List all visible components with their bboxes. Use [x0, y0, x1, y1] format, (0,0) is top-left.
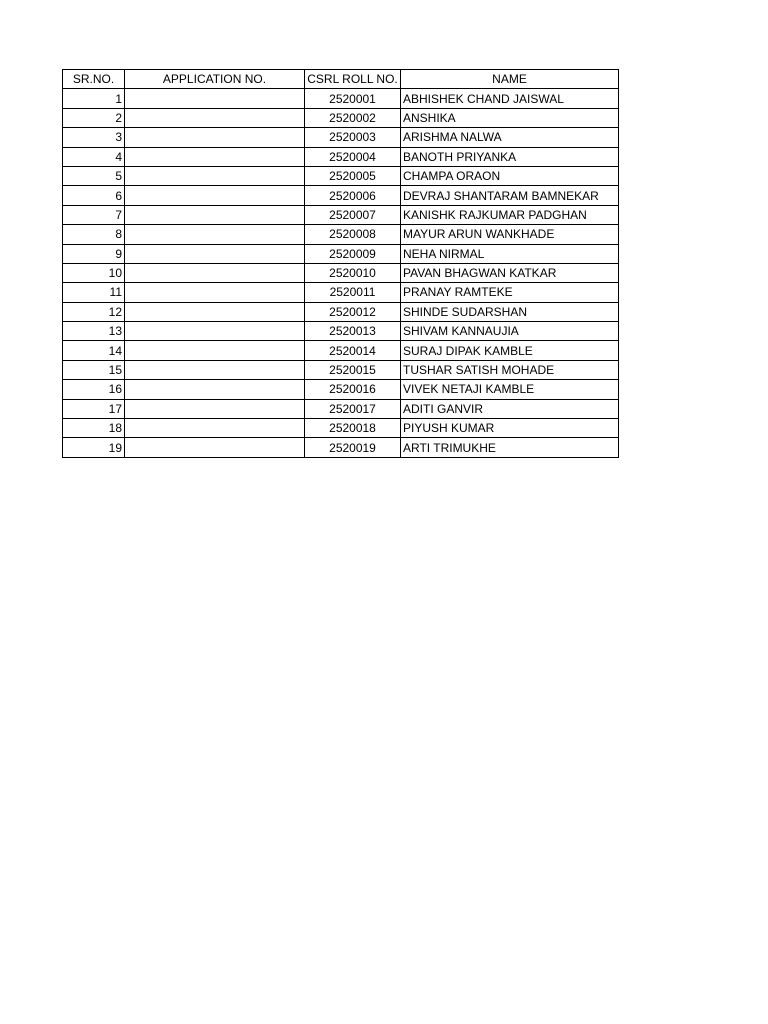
application-no-cell [125, 322, 305, 341]
table-header [63, 70, 619, 89]
header-sr-no: SR.NO. [63, 70, 125, 89]
csrl-roll-no-cell: 2520014 [305, 341, 401, 360]
csrl-roll-no-cell: 2520019 [305, 438, 401, 457]
table-row [63, 399, 619, 418]
application-no-cell [125, 166, 305, 185]
application-no-cell [125, 283, 305, 302]
sr-no-cell: 15 [63, 360, 125, 379]
csrl-roll-no-cell: 2520003 [305, 128, 401, 147]
sr-no-cell: 6 [63, 186, 125, 205]
name-cell: ADITI GANVIR [401, 399, 619, 418]
sr-no-cell: 13 [63, 322, 125, 341]
header-application-no: APPLICATION NO. [125, 70, 305, 89]
table-row [63, 360, 619, 379]
application-no-cell [125, 360, 305, 379]
name-cell: PIYUSH KUMAR [401, 419, 619, 438]
csrl-roll-no-cell: 2520006 [305, 186, 401, 205]
table-row [63, 166, 619, 185]
table-row [63, 225, 619, 244]
table-row [63, 108, 619, 127]
sr-no-cell: 3 [63, 128, 125, 147]
table-row [63, 205, 619, 224]
name-cell: SHINDE SUDARSHAN [401, 302, 619, 321]
application-no-cell [125, 205, 305, 224]
roll-list-table [62, 69, 619, 458]
sr-no-cell: 1 [63, 89, 125, 108]
name-cell: BANOTH PRIYANKA [401, 147, 619, 166]
name-cell: KANISHK RAJKUMAR PADGHAN [401, 205, 619, 224]
table-row [63, 147, 619, 166]
table-row [63, 186, 619, 205]
table-body [63, 89, 619, 457]
name-cell: PAVAN BHAGWAN KATKAR [401, 263, 619, 282]
application-no-cell [125, 341, 305, 360]
sr-no-cell: 8 [63, 225, 125, 244]
sr-no-cell: 17 [63, 399, 125, 418]
application-no-cell [125, 438, 305, 457]
sr-no-cell: 12 [63, 302, 125, 321]
sr-no-cell: 19 [63, 438, 125, 457]
application-no-cell [125, 263, 305, 282]
sr-no-cell: 5 [63, 166, 125, 185]
name-cell: DEVRAJ SHANTARAM BAMNEKAR [401, 186, 619, 205]
name-cell: VIVEK NETAJI KAMBLE [401, 380, 619, 399]
table-row [63, 419, 619, 438]
csrl-roll-no-cell: 2520013 [305, 322, 401, 341]
csrl-roll-no-cell: 2520008 [305, 225, 401, 244]
name-cell: SURAJ DIPAK KAMBLE [401, 341, 619, 360]
csrl-roll-no-cell: 2520016 [305, 380, 401, 399]
application-no-cell [125, 244, 305, 263]
sr-no-cell: 16 [63, 380, 125, 399]
name-cell: CHAMPA ORAON [401, 166, 619, 185]
application-no-cell [125, 380, 305, 399]
application-no-cell [125, 89, 305, 108]
table-row [63, 283, 619, 302]
csrl-roll-no-cell: 2520001 [305, 89, 401, 108]
table-row [63, 380, 619, 399]
name-cell: NEHA NIRMAL [401, 244, 619, 263]
name-cell: TUSHAR SATISH MOHADE [401, 360, 619, 379]
sr-no-cell: 11 [63, 283, 125, 302]
sr-no-cell: 7 [63, 205, 125, 224]
application-no-cell [125, 302, 305, 321]
csrl-roll-no-cell: 2520005 [305, 166, 401, 185]
name-cell: PRANAY RAMTEKE [401, 283, 619, 302]
sr-no-cell: 4 [63, 147, 125, 166]
application-no-cell [125, 225, 305, 244]
sr-no-cell: 18 [63, 419, 125, 438]
application-no-cell [125, 399, 305, 418]
header-name: NAME [401, 70, 619, 89]
sr-no-cell: 10 [63, 263, 125, 282]
table-row [63, 244, 619, 263]
name-cell: ARISHMA NALWA [401, 128, 619, 147]
header-csrl-roll-no: CSRL ROLL NO. [305, 70, 401, 89]
table-row [63, 89, 619, 108]
csrl-roll-no-cell: 2520011 [305, 283, 401, 302]
table-row [63, 341, 619, 360]
csrl-roll-no-cell: 2520009 [305, 244, 401, 263]
table-row [63, 128, 619, 147]
csrl-roll-no-cell: 2520015 [305, 360, 401, 379]
csrl-roll-no-cell: 2520002 [305, 108, 401, 127]
application-no-cell [125, 419, 305, 438]
csrl-roll-no-cell: 2520018 [305, 419, 401, 438]
table-row [63, 302, 619, 321]
name-cell: MAYUR ARUN WANKHADE [401, 225, 619, 244]
csrl-roll-no-cell: 2520010 [305, 263, 401, 282]
sr-no-cell: 14 [63, 341, 125, 360]
table-row [63, 438, 619, 457]
csrl-roll-no-cell: 2520007 [305, 205, 401, 224]
sr-no-cell: 2 [63, 108, 125, 127]
name-cell: SHIVAM KANNAUJIA [401, 322, 619, 341]
application-no-cell [125, 108, 305, 127]
csrl-roll-no-cell: 2520017 [305, 399, 401, 418]
name-cell: ABHISHEK CHAND JAISWAL [401, 89, 619, 108]
table-row [63, 263, 619, 282]
application-no-cell [125, 128, 305, 147]
name-cell: ANSHIKA [401, 108, 619, 127]
sr-no-cell: 9 [63, 244, 125, 263]
table-row [63, 322, 619, 341]
header-row [63, 70, 619, 89]
csrl-roll-no-cell: 2520012 [305, 302, 401, 321]
csrl-roll-no-cell: 2520004 [305, 147, 401, 166]
application-no-cell [125, 147, 305, 166]
application-no-cell [125, 186, 305, 205]
name-cell: ARTI TRIMUKHE [401, 438, 619, 457]
